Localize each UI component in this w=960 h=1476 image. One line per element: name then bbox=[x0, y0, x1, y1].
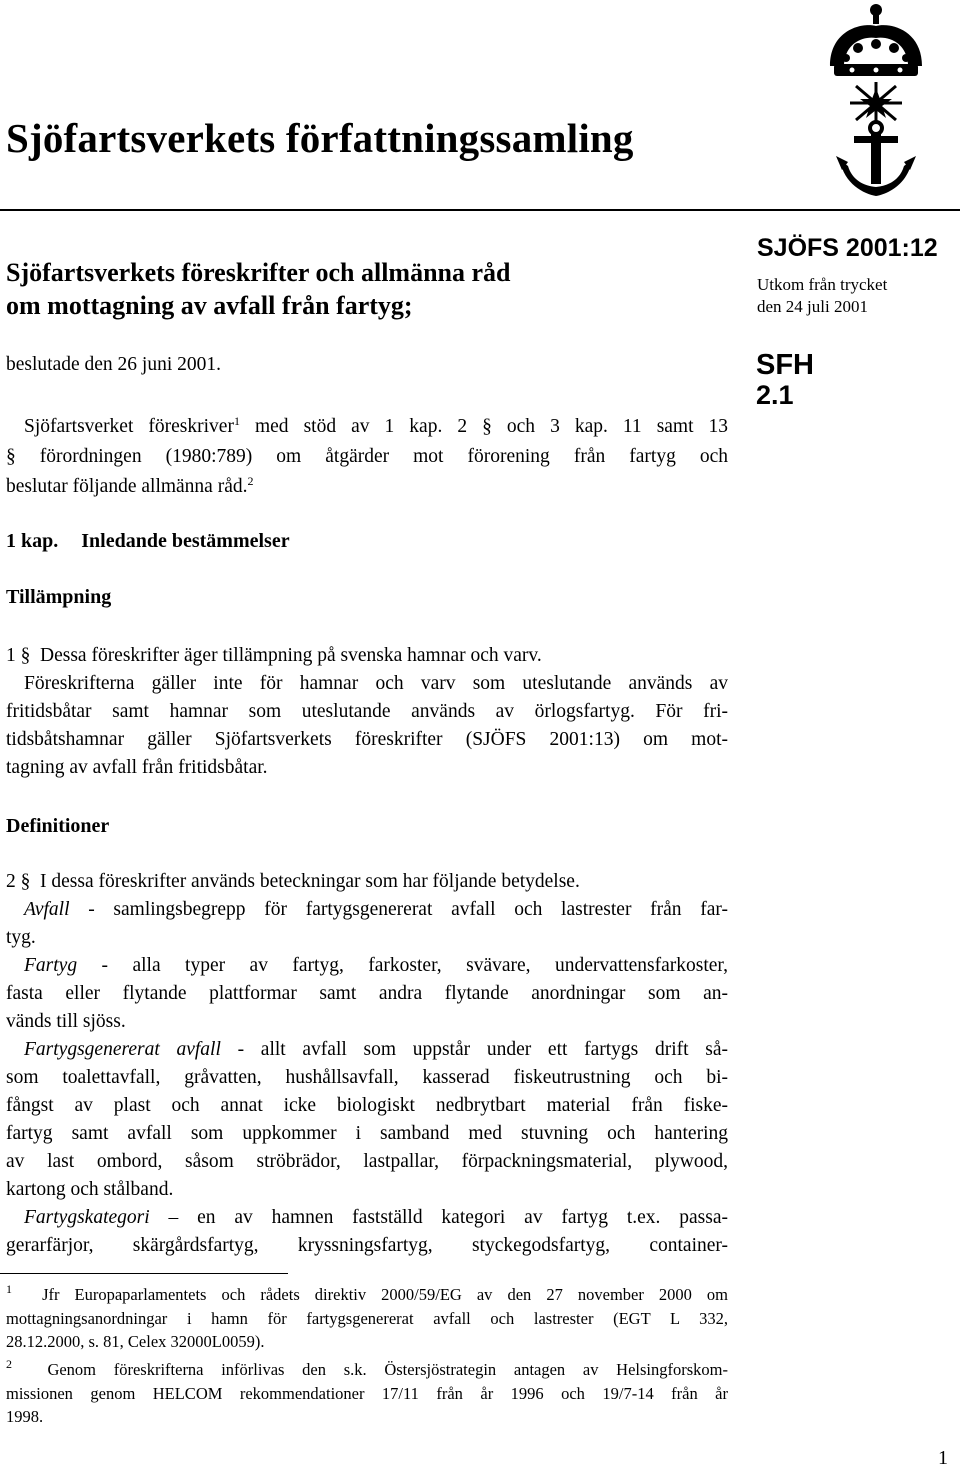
intro-line: § förordningen (1980:789) om åtgärder mot förorening från fartyg och bbox=[6, 446, 728, 467]
paragraph-1 bbox=[6, 642, 728, 782]
footnote-number: 1 bbox=[6, 1282, 12, 1296]
footnote-line: $^1$ Jfr Europaparlamentets och rådets direktiv 2000/59/EG av den 27 november 2000 om bbox=[6, 1282, 729, 1304]
section-heading-tillampning: Tillämpning bbox=[6, 586, 112, 608]
paragraph-line: 2 § I dessa föreskrifter används beteckningar som har följande betydelse. bbox=[6, 868, 728, 896]
footnote-number: 2 bbox=[6, 1357, 12, 1371]
paragraph-line: Föreskrifterna gäller inte för hamnar och varv som uteslutande används av bbox=[24, 673, 728, 694]
definition-line: kartong och stålband. bbox=[6, 1179, 174, 1200]
definition-line: som toalettavfall, gråvatten, hushållsavfall, kasserad fiskeutrustning och bi- bbox=[6, 1067, 728, 1088]
footnote-line: missionen genom HELCOM rekommendationer 17/11 från år 1996 och 19/7-14 från år bbox=[6, 1383, 728, 1403]
definition-fartyg: Fartyg - alla typer av fartyg, farkoster, svävare, undervattensfarkoster, bbox=[24, 955, 728, 976]
paragraph-line: fritidsbåtar samt hamnar som uteslutande används av örlogsfartyg. För fri- bbox=[6, 701, 728, 722]
footnote-rule bbox=[0, 1273, 288, 1274]
paragraph-line: 1 § Dessa föreskrifter äger tillämpning på svenska hamnar och varv. bbox=[6, 642, 728, 670]
paragraph-number: 1 § bbox=[6, 645, 31, 666]
defined-term: Avfall bbox=[24, 899, 70, 920]
regulation-title bbox=[6, 256, 511, 322]
intro-line: Sjöfartsverket föreskriver$^1$ med stöd av 1 kap. 2 § och 3 kap. 11 samt 13 bbox=[24, 414, 729, 437]
section-heading-definitioner: Definitioner bbox=[6, 815, 110, 837]
definition-line: gerarfärjor, skärgårdsfartyg, kryssningsfartyg, styckegodsfartyg, container- bbox=[6, 1235, 728, 1256]
crown-anchor-logo-icon bbox=[800, 0, 952, 200]
page-number: 1 bbox=[938, 1447, 948, 1469]
defined-term: Fartygskategori bbox=[24, 1207, 150, 1228]
definition-line: fångst av plast och annat icke biologiskt nedbrytbart material från fiske- bbox=[6, 1095, 728, 1116]
footnote-line: mottagningsanordningar i hamn för fartygsgenererat avfall och lastrester (EGT L 332, bbox=[6, 1308, 728, 1328]
definition-line: fartyg samt avfall som uppkommer i samband med stuvning och hantering bbox=[6, 1123, 728, 1144]
regulation-title-line: om mottagning av avfall från fartyg; bbox=[6, 291, 413, 320]
regulation-title-line: Sjöfartsverkets föreskrifter och allmänna råd bbox=[6, 258, 511, 287]
definition-line: av last ombord, såsom ströbrädor, lastpallar, förpackningsmaterial, plywood, bbox=[6, 1151, 728, 1172]
footnote-2 bbox=[6, 1358, 728, 1429]
chapter-number: 1 kap. bbox=[6, 530, 59, 552]
paragraph-line: tagning av avfall från fritidsbåtar. bbox=[6, 757, 268, 778]
sfh-label: SFH bbox=[756, 349, 814, 381]
intro-paragraph bbox=[6, 412, 728, 502]
issued-line: den 24 juli 2001 bbox=[757, 297, 868, 316]
definition-line: vänds till sjöss. bbox=[6, 1011, 126, 1032]
definition-line: fasta eller flytande plattformar samt andra flytande anordningar som an- bbox=[6, 983, 728, 1004]
sjofs-code: SJÖFS 2001:12 bbox=[757, 234, 938, 262]
sfh-number: 2.1 bbox=[756, 380, 794, 410]
definition-avfall: Avfall - samlingsbegrepp för fartygsgenererat avfall och lastrester från far- bbox=[24, 899, 728, 920]
decided-date: beslutade den 26 juni 2001. bbox=[6, 354, 222, 375]
paragraph-number: 2 § bbox=[6, 871, 31, 892]
issued-date bbox=[757, 274, 887, 318]
defined-term: Fartygsgenererat avfall bbox=[24, 1039, 221, 1060]
intro-line: beslutar följande allmänna råd.$^2$ bbox=[6, 474, 254, 497]
footnote-line: 28.12.2000, s. 81, Celex 32000L0059). bbox=[6, 1332, 265, 1351]
chapter-title: Inledande bestämmelser bbox=[81, 530, 290, 552]
footnote-line: 1998. bbox=[6, 1407, 44, 1426]
footnote-line: $^2$ Genom föreskrifterna införlivas den s.k. Östersjöstrategin antagen av Helsingforskom- bbox=[6, 1357, 728, 1379]
defined-term: Fartyg bbox=[24, 955, 78, 976]
collection-title: Sjöfartsverkets författningssamling bbox=[6, 115, 634, 161]
paragraph-line: tidsbåtshamnar gäller Sjöfartsverkets föreskrifter (SJÖFS 2001:13) om mot- bbox=[6, 729, 728, 750]
definition-fartygsgenererat-avfall: Fartygsgenererat avfall - allt avfall som uppstår under ett fartygs drift så- bbox=[24, 1039, 728, 1060]
footnote-1 bbox=[6, 1283, 728, 1354]
paragraph-2 bbox=[6, 868, 728, 1260]
definition-fartygskategori: Fartygskategori – en av hamnen fastställd kategori av fartyg t.ex. passa- bbox=[24, 1207, 728, 1228]
chapter-heading bbox=[6, 530, 290, 553]
footnote-ref[interactable]: 2 bbox=[247, 474, 254, 488]
footnote-ref[interactable]: 1 bbox=[233, 414, 240, 428]
issued-line: Utkom från trycket bbox=[757, 275, 888, 294]
definition-line: tyg. bbox=[6, 927, 36, 948]
header-rule bbox=[0, 209, 960, 211]
